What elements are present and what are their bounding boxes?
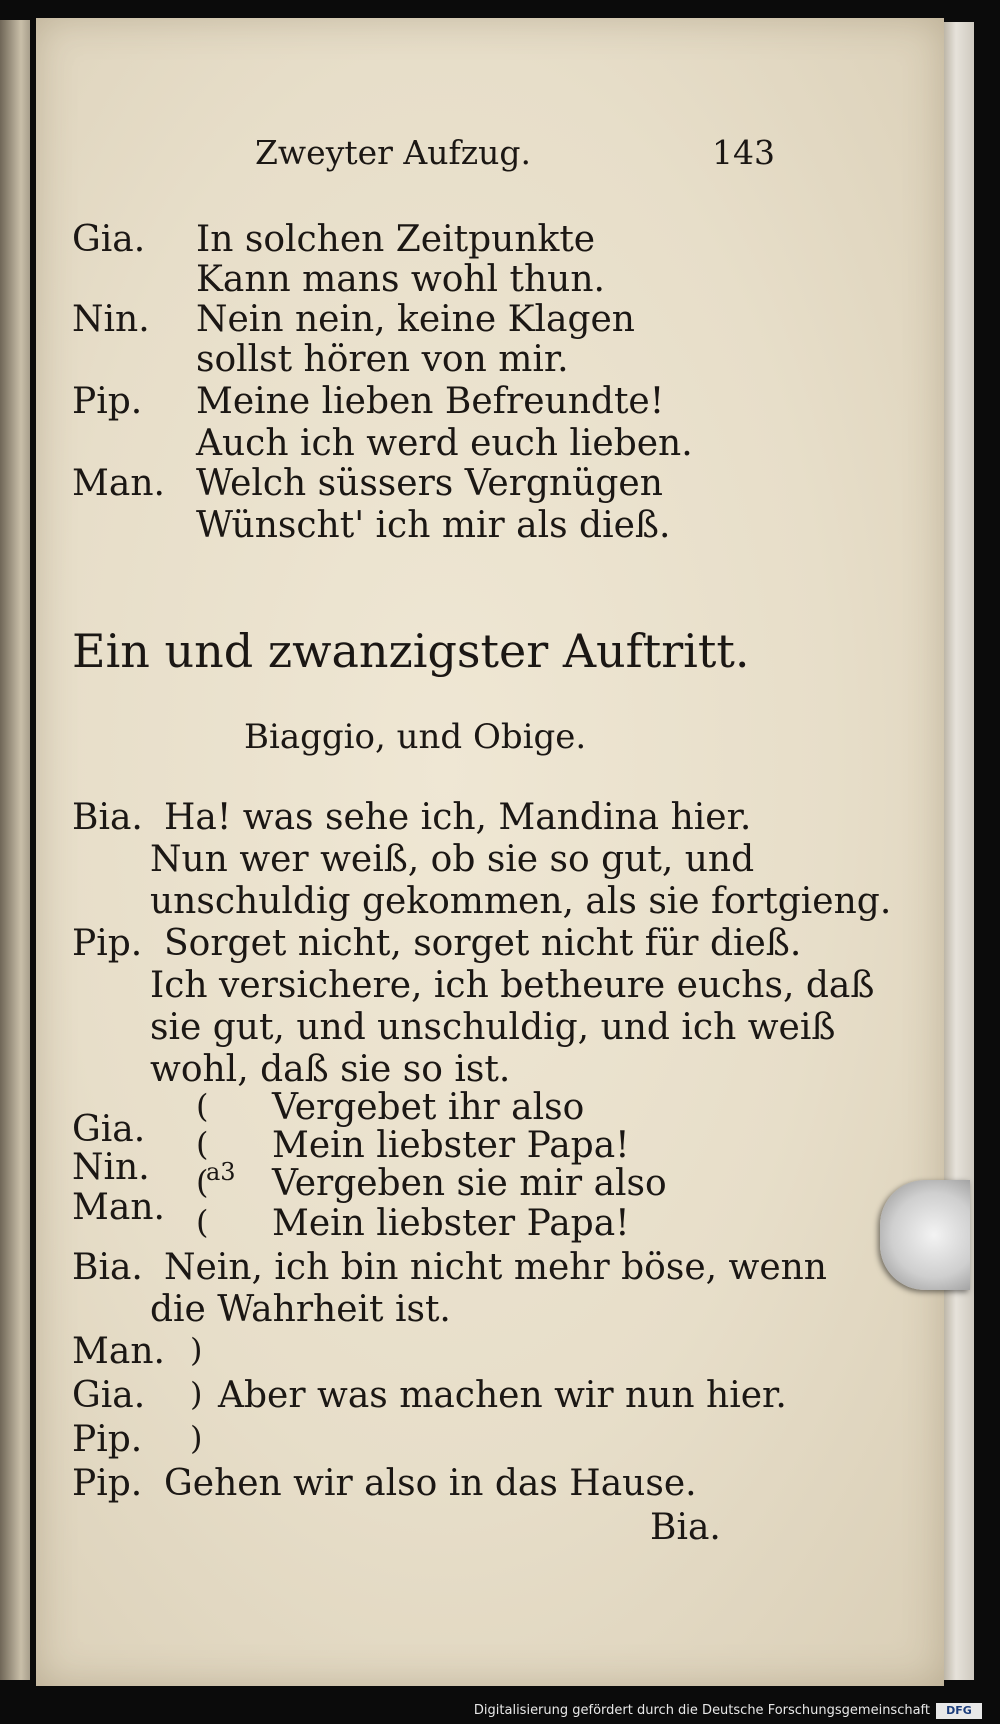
dialog-line: Ich versichere, ich betheure euchs, daß bbox=[150, 965, 875, 1006]
page-number: 143 bbox=[712, 133, 775, 172]
speaker-label: Man. bbox=[72, 463, 165, 504]
speaker-label: Bia. bbox=[72, 797, 143, 838]
verse-line: sollst hören von mir. bbox=[196, 339, 569, 380]
verse-line: Nein nein, keine Klagen bbox=[196, 299, 635, 340]
speaker-label: Gia. bbox=[72, 219, 146, 260]
running-title: Zweyter Aufzug. bbox=[255, 133, 531, 172]
dialog-line: Gehen wir also in das Hause. bbox=[164, 1463, 697, 1504]
ensemble-marker: a3 bbox=[206, 1158, 236, 1186]
speaker-label: Man. bbox=[72, 1187, 165, 1228]
verse-line: Welch süssers Vergnügen bbox=[196, 463, 663, 504]
bracket-glyph: ( bbox=[196, 1163, 209, 1201]
verse-line: Meine lieben Befreundte! bbox=[196, 381, 665, 422]
bracket-glyph: ) bbox=[190, 1331, 203, 1369]
speaker-label: Nin. bbox=[72, 1147, 150, 1188]
quartet-line: Mein liebster Papa! bbox=[272, 1125, 630, 1166]
trio-line: Aber was machen wir nun hier. bbox=[218, 1375, 787, 1416]
scene-characters: Biaggio, und Obige. bbox=[244, 717, 587, 757]
digitization-credit: Digitalisierung gefördert durch die Deutsche Forschungsgemeinschaft bbox=[473, 1703, 930, 1718]
verse-line: Wünscht' ich mir als dieß. bbox=[196, 505, 671, 546]
dialog-line: Sorget nicht, sorget nicht für dieß. bbox=[164, 923, 802, 964]
dfg-logo: DFG bbox=[936, 1703, 982, 1719]
page-fore-edge bbox=[944, 22, 974, 1680]
bracket-glyph: ( bbox=[196, 1087, 209, 1125]
verse-line: Auch ich werd euch lieben. bbox=[196, 423, 693, 464]
bracket-glyph: ) bbox=[190, 1375, 203, 1413]
dialog-line: die Wahrheit ist. bbox=[150, 1289, 451, 1330]
speaker-label: Bia. bbox=[72, 1247, 143, 1288]
verse-line: In solchen Zeitpunkte bbox=[196, 219, 596, 260]
dialog-line: Nun wer weiß, ob sie so gut, und bbox=[150, 839, 755, 880]
speaker-label: Pip. bbox=[72, 1419, 143, 1460]
speaker-label: Pip. bbox=[72, 923, 143, 964]
bracket-glyph: ( bbox=[196, 1125, 209, 1163]
dialog-line: wohl, daß sie so ist. bbox=[150, 1049, 511, 1090]
dialog-line: Nein, ich bin nicht mehr böse, wenn bbox=[164, 1247, 827, 1288]
catchword: Bia. bbox=[650, 1507, 721, 1548]
bracket-glyph: ( bbox=[196, 1203, 209, 1241]
dialog-line: sie gut, und unschuldig, und ich weiß bbox=[150, 1007, 836, 1048]
bracket-glyph: ) bbox=[190, 1419, 203, 1457]
scene-title: Ein und zwanzigster Auftritt. bbox=[72, 624, 750, 678]
speaker-label: Pip. bbox=[72, 381, 143, 422]
previous-page-edge bbox=[0, 20, 30, 1680]
verse-line: Kann mans wohl thun. bbox=[196, 259, 605, 300]
quartet-line: Vergeben sie mir also bbox=[272, 1163, 667, 1204]
speaker-label: Gia. bbox=[72, 1375, 146, 1416]
speaker-label: Pip. bbox=[72, 1463, 143, 1504]
speaker-label: Man. bbox=[72, 1331, 165, 1372]
quartet-line: Vergebet ihr also bbox=[272, 1087, 585, 1128]
quartet-line: Mein liebster Papa! bbox=[272, 1203, 630, 1244]
dialog-line: unschuldig gekommen, als sie fortgieng. bbox=[150, 881, 892, 922]
speaker-label: Gia. bbox=[72, 1109, 146, 1150]
dialog-line: Ha! was sehe ich, Mandina hier. bbox=[164, 797, 752, 838]
speaker-label: Nin. bbox=[72, 299, 150, 340]
page-clip bbox=[880, 1180, 970, 1290]
